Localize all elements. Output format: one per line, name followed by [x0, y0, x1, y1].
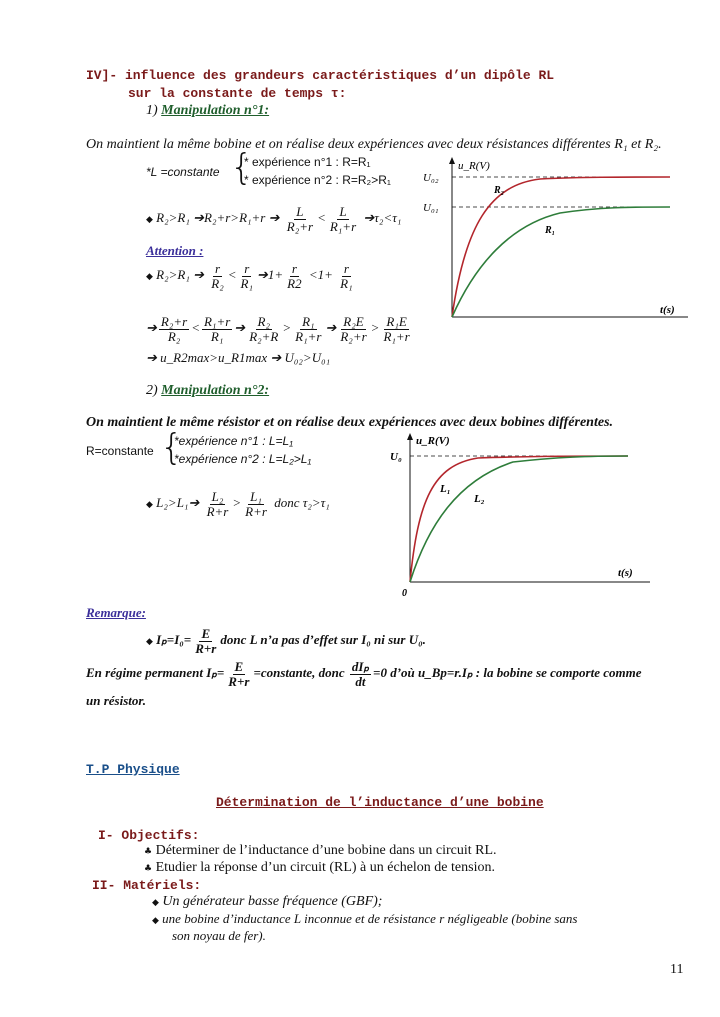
manip2-heading [146, 383, 269, 399]
manip1-intro: On maintient la même bobine et on réalise deux expériences avec deux résistances différentes R₁ et R₂. [86, 137, 662, 152]
fraction: $\frac{\text{R₂}}{\text{R₂+R}}$ [249, 314, 279, 344]
fraction: $\frac{r}{\text{R₁}}$ [340, 261, 353, 291]
objectifs-heading: I- Objectifs: [98, 828, 200, 843]
curve-r1 [452, 207, 670, 317]
materiel-item [152, 911, 577, 927]
manip2-intro: On maintient le même résistor et on réalise deux expériences avec deux bobines différentes. [86, 415, 614, 430]
long-fraction-line: ➔ $\frac{\text{R₂+r}}{\text{R₂}}$ < $\frac{\text{R₁+r}}{\text{R₁}}$ ➔ $\frac{\text{R₂}}{\text{R₂+R}}$ > $\frac{\text{R₁}}{\text{R₁+r}}$ ➔ $\frac{\text{R₂E}}{\text{R₂+r}}$ > $\frac{\text{R₁E}}{\text{R₁+r}}$ [146, 314, 410, 344]
fraction: $\frac{\text{L₂}}{R+r}$ [206, 489, 229, 519]
objectif-item [144, 860, 495, 876]
manip1-label: Manipulation n°1: [161, 103, 270, 118]
brace-2: { [160, 427, 183, 468]
bullet-icon: ◆ [146, 500, 153, 511]
fraction: $\frac{L}{\text{R₂+r}}$ [286, 204, 314, 234]
fraction: $\frac{\text{R₂+r}}{\text{R₂}}$ [160, 314, 188, 344]
experience-2-1: *expérience n°1 : L=L₁ [174, 434, 293, 448]
materiel-text: une bobine d’inductance L inconnue et de résistance r négligeable (bobine sans [162, 911, 578, 926]
y-arrow-icon [407, 433, 413, 440]
bullet-icon: ◆ [146, 215, 153, 226]
brace-1: { [230, 147, 253, 188]
materiels-heading: II- Matériels: [92, 878, 202, 893]
page-number: 11 [670, 962, 684, 977]
objectif-text: Déterminer de l’inductance d’une bobine dans un circuit RL. [155, 843, 497, 858]
graph2-l1-label: L₁ [440, 483, 451, 495]
fraction: $\frac{\text{R₂E}}{\text{R₂+r}}$ [340, 314, 367, 344]
materiel-text: Un générateur basse fréquence (GBF); [162, 894, 383, 909]
manip2-number: 2) [146, 383, 158, 398]
fraction: $\frac{\text{L₁}}{R+r}$ [245, 489, 267, 519]
graph2-l2-label: L₂ [474, 493, 485, 505]
curve-r2 [452, 177, 670, 317]
r-line-end: ➔τ₂<τ₁ [363, 210, 402, 226]
section-title-line2: sur la constante de temps τ: [128, 86, 347, 101]
club-bullet-icon: ♣ [144, 847, 153, 857]
objectif-item [144, 843, 497, 859]
bullet-icon: ◆ [152, 916, 159, 926]
fraction: $\frac{\text{R₁E}}{\text{R₁+r}}$ [383, 314, 410, 344]
materiel-continuation: son noyau de fer). [172, 928, 266, 943]
fraction: $\frac{\text{R₁}}{\text{R₁+r}}$ [295, 314, 322, 344]
att-line-end: <1+ [308, 267, 333, 283]
bullet-icon: ◆ [146, 637, 153, 648]
experience-2-2: *expérience n°2 : L=L₂>L₁ [174, 452, 312, 466]
graph-resistances [420, 155, 695, 330]
attention-line: ◆ R₂>R₁ ➔ $\frac{r}{\text{R₂}}$ < $\frac{r}{\text{R₁}}$ ➔1+ $\frac{r}{R2}$ <1+ $\frac{r}{\text{R₁}}$ [146, 261, 353, 291]
l-line-end: donc τ₂>τ₁ [274, 495, 330, 511]
fraction: $\frac{r}{\text{R₁}}$ [240, 261, 253, 291]
fraction: $\frac{\text{dIₚ}}{dt}$ [351, 659, 370, 689]
graph1-r2-label: R₂ [494, 185, 505, 196]
bullet-icon: ◆ [146, 272, 153, 283]
y-arrow-icon [449, 157, 455, 164]
fraction: $\frac{E}{R+r}$ [195, 626, 217, 656]
r-constant: R=constante [86, 444, 154, 458]
graph1-r1-label: R₁ [545, 225, 556, 236]
graph2-origin: 0 [402, 588, 407, 598]
regime-end: =0 d’où u_Bp=r.Iₚ : la bobine se comporte comme [373, 665, 642, 681]
remarque-label: Remarque: [86, 605, 146, 620]
l-comparison-line: ◆ L₂>L₁➔ $\frac{\text{L₂}}{R+r}$ > $\frac{\text{L₁}}{R+r}$ donc τ₂>τ₁ [146, 489, 330, 519]
graph1-u01: U₀₁ [423, 202, 439, 214]
l-constant: *L =constante [146, 165, 220, 179]
graph2-ylabel: u_R(V) [416, 435, 450, 447]
graph-inductances [388, 430, 658, 598]
experience-1: * expérience n°1 : R=R₁ [244, 155, 371, 169]
rem-line-end: donc L n’a pas d’effet sur I₀ ni sur U₀. [220, 632, 426, 648]
u-max-line: ➔ u_R2max>u_R1max ➔ U₀₂>U₀₁ [146, 350, 331, 365]
section-title-line1: IV]- influence des grandeurs caractéristiques d’un dipôle RL [86, 68, 555, 83]
att-line-start: R₂>R₁ ➔ [156, 267, 205, 283]
graph1-u02: U₀₂ [423, 172, 439, 184]
objectif-text: Etudier la réponse d’un circuit (RL) à un échelon de tension. [155, 860, 495, 875]
experience-2: * expérience n°2 : R=R₂>R₁ [244, 173, 391, 187]
manip1-number: 1) [146, 103, 158, 118]
bullet-icon: ◆ [152, 898, 159, 908]
fraction: $\frac{\text{R₁+r}}{\text{R₁}}$ [203, 314, 231, 344]
curve-l1 [410, 456, 628, 582]
club-bullet-icon: ♣ [144, 864, 153, 874]
regime-mid: =constante, donc [253, 665, 345, 681]
graph2-xlabel: t(s) [618, 567, 633, 579]
manip1-heading [146, 103, 269, 119]
l-line-start: L₂>L₁➔ [156, 495, 200, 511]
materiel-item [152, 894, 382, 910]
r-comparison-line: ◆ R₂>R₁ ➔R₂+r>R₁+r ➔ $\frac{L}{\text{R₂+r}}$ < $\frac{L}{\text{R₁+r}}$ ➔τ₂<τ₁ [146, 204, 402, 234]
fraction: $\frac{r}{\text{R₂}}$ [211, 261, 224, 291]
fraction: $\frac{r}{R2}$ [287, 261, 302, 291]
r-line-start: R₂>R₁ ➔R₂+r>R₁+r ➔ [156, 210, 280, 226]
graph1-ylabel: u_R(V) [458, 160, 490, 172]
manip2-label: Manipulation n°2: [161, 383, 270, 398]
tp-heading: T.P Physique [86, 762, 180, 777]
regime-line2: un résistor. [86, 693, 146, 708]
tp-title: Détermination de l’inductance d’une bobine [216, 795, 544, 810]
graph2-u0: U₀ [390, 451, 402, 463]
remarque-line [146, 627, 426, 655]
fraction: $\frac{E}{R+r}$ [228, 659, 250, 689]
rem-line-start: Iₚ=I₀= [156, 632, 192, 648]
fraction: $\frac{L}{\text{R₁+r}}$ [329, 204, 357, 234]
regime-line [86, 660, 642, 688]
attention-label: Attention : [146, 243, 204, 258]
graph1-xlabel: t(s) [660, 304, 675, 316]
regime-start: En régime permanent Iₚ= [86, 665, 225, 681]
